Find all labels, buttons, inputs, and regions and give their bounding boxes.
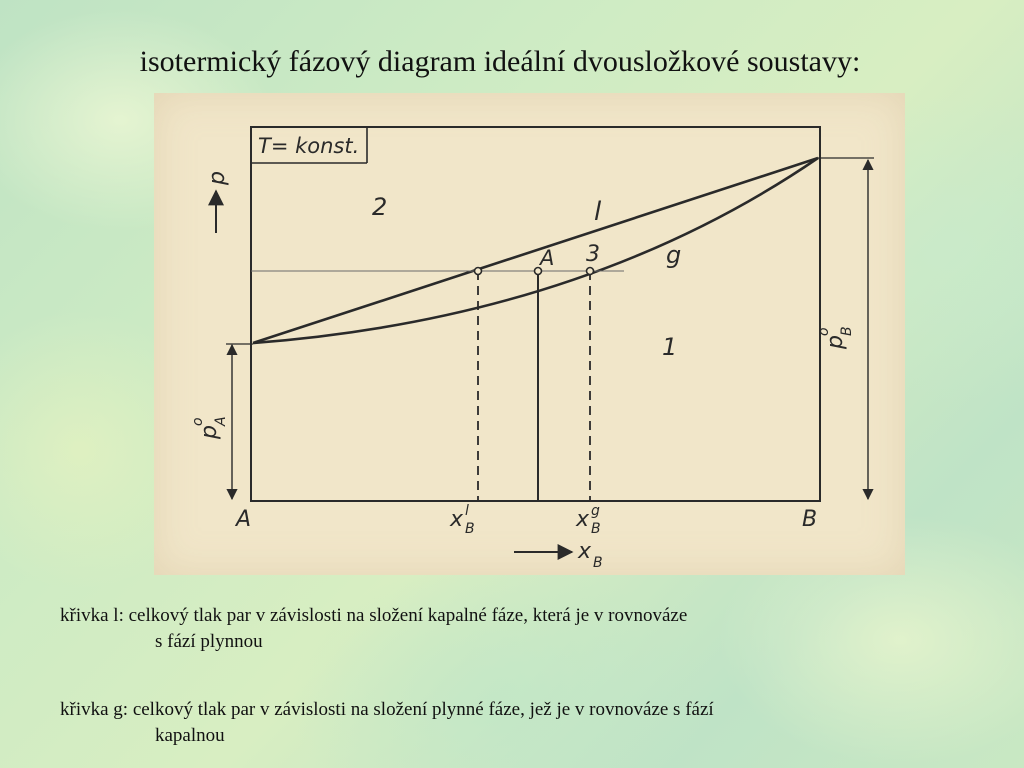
axis-A-label: A bbox=[236, 507, 252, 532]
point-3-label: 3 bbox=[586, 242, 600, 267]
xBg-sub: B bbox=[591, 521, 601, 537]
xB-axis-label: x bbox=[578, 539, 592, 564]
caption-g-cont: kapalnou bbox=[155, 725, 225, 746]
point-A-label: A bbox=[540, 246, 555, 270]
pB-sub: B bbox=[839, 326, 855, 336]
xBg-super: g bbox=[591, 503, 600, 519]
page-title: isotermický fázový diagram ideální dvousložkové soustavy: bbox=[139, 45, 861, 78]
curve-l-label: l bbox=[594, 197, 602, 227]
region-1-label: 1 bbox=[662, 333, 678, 361]
phase-diagram bbox=[154, 93, 905, 575]
xBg-label: x bbox=[576, 507, 590, 532]
caption-curve-l bbox=[60, 603, 990, 655]
diagram-frame bbox=[251, 127, 820, 501]
caption-curve-g bbox=[60, 697, 990, 749]
point-l bbox=[475, 268, 482, 275]
phase-diagram-svg bbox=[154, 93, 905, 575]
pA-super: o bbox=[190, 417, 206, 426]
point-g bbox=[587, 268, 594, 275]
caption-l-lead: křivka l: celkový tlak par v závislosti na složení kapalné fáze, která je v rovnováze bbox=[60, 605, 688, 626]
curve-g-label: g bbox=[666, 241, 682, 269]
pA-label: p bbox=[197, 425, 222, 439]
condition-label: T= konst. bbox=[258, 134, 360, 158]
pressure-label: p bbox=[205, 171, 230, 185]
xB-axis-sub: B bbox=[593, 555, 603, 571]
pB-label-group bbox=[816, 326, 855, 350]
xBl-super: l bbox=[465, 503, 469, 519]
xBl-label: x bbox=[450, 507, 464, 532]
caption-g-lead: křivka g: celkový tlak par v závislosti na složení plynné fáze, jež je v rovnováze s fází bbox=[60, 699, 714, 720]
region-2-label: 2 bbox=[372, 193, 388, 221]
pA-label-group bbox=[190, 416, 229, 440]
pA-sub: A bbox=[213, 416, 229, 426]
axis-B-label: B bbox=[802, 507, 818, 532]
caption-l-cont: s fází plynnou bbox=[155, 631, 263, 652]
xBl-sub: B bbox=[465, 521, 475, 537]
pB-label: p bbox=[823, 335, 848, 349]
curve-l bbox=[253, 158, 818, 343]
pB-super: o bbox=[816, 327, 832, 336]
